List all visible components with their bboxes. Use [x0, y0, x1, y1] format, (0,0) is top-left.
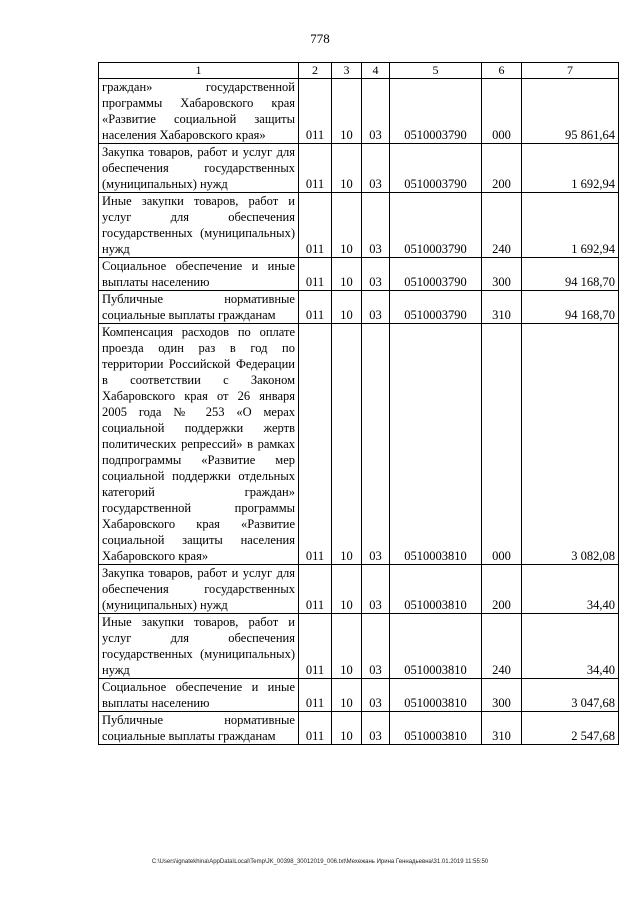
expense-name-cell: Закупка товаров, работ и услуг для обеспечения государственных (муниципальных) нужд — [99, 565, 299, 614]
ministry-code-cell: 011 — [299, 679, 332, 712]
section-code-cell: 10 — [332, 144, 362, 193]
amount-cell: 2 547,68 — [522, 712, 619, 745]
target-article-cell: 0510003790 — [390, 144, 482, 193]
ministry-code-cell: 011 — [299, 144, 332, 193]
amount-cell: 95 861,64 — [522, 79, 619, 144]
ministry-code-cell: 011 — [299, 79, 332, 144]
amount-cell: 34,40 — [522, 614, 619, 679]
expense-type-cell: 310 — [482, 712, 522, 745]
target-article-cell: 0510003810 — [390, 679, 482, 712]
amount-cell: 94 168,70 — [522, 291, 619, 324]
budget-table — [98, 62, 619, 745]
subsection-code-cell: 03 — [362, 291, 390, 324]
section-code-cell: 10 — [332, 291, 362, 324]
amount-cell: 1 692,94 — [522, 144, 619, 193]
column-header: 5 — [390, 63, 482, 79]
column-header: 6 — [482, 63, 522, 79]
column-header: 2 — [299, 63, 332, 79]
table-row — [99, 324, 619, 565]
section-code-cell: 10 — [332, 614, 362, 679]
target-article-cell: 0510003790 — [390, 291, 482, 324]
table-header-row — [99, 63, 619, 79]
expense-type-cell: 200 — [482, 144, 522, 193]
table-row — [99, 144, 619, 193]
expense-name-cell: Компенсация расходов по оплате проезда один раз в год по территории Российской Федерации в соответствии с Законом Хабаровского края от 26 января 2005 года № 253 «О мерах социальной поддержки жертв политических репрессий» в рамках подпрограммы «Развитие мер социальной поддержки отдельных категорий граждан» государственной программы Хабаровского края «Развитие социальной защиты населения Хабаровского края» — [99, 324, 299, 565]
subsection-code-cell: 03 — [362, 144, 390, 193]
ministry-code-cell: 011 — [299, 193, 332, 258]
section-code-cell: 10 — [332, 679, 362, 712]
expense-type-cell: 240 — [482, 614, 522, 679]
expense-name-cell: Социальное обеспечение и иные выплаты населению — [99, 679, 299, 712]
table-row — [99, 79, 619, 144]
expense-type-cell: 300 — [482, 258, 522, 291]
expense-name-cell: Публичные нормативные социальные выплаты гражданам — [99, 291, 299, 324]
subsection-code-cell: 03 — [362, 614, 390, 679]
subsection-code-cell: 03 — [362, 679, 390, 712]
file-path-footer: C:\Users\ignatekhina\AppData\Local\Temp\JK_00398_30012019_006.txt\Мехежань Ирина Геннадьевна\31.01.2019 11:55:50 — [151, 859, 489, 865]
column-header: 4 — [362, 63, 390, 79]
expense-name-cell: Социальное обеспечение и иные выплаты населению — [99, 258, 299, 291]
ministry-code-cell: 011 — [299, 258, 332, 291]
expense-name-cell: Иные закупки товаров, работ и услуг для обеспечения государственных (муниципальных) нужд — [99, 193, 299, 258]
expense-type-cell: 240 — [482, 193, 522, 258]
page-number: 778 — [310, 31, 330, 46]
expense-name-cell: Закупка товаров, работ и услуг для обеспечения государственных (муниципальных) нужд — [99, 144, 299, 193]
table-row — [99, 193, 619, 258]
target-article-cell: 0510003810 — [390, 712, 482, 745]
ministry-code-cell: 011 — [299, 324, 332, 565]
table-row — [99, 291, 619, 324]
section-code-cell: 10 — [332, 324, 362, 565]
expense-name-cell: Иные закупки товаров, работ и услуг для обеспечения государственных (муниципальных) нужд — [99, 614, 299, 679]
table-row — [99, 614, 619, 679]
section-code-cell: 10 — [332, 712, 362, 745]
subsection-code-cell: 03 — [362, 258, 390, 291]
ministry-code-cell: 011 — [299, 614, 332, 679]
ministry-code-cell: 011 — [299, 565, 332, 614]
table-row — [99, 565, 619, 614]
table-row — [99, 679, 619, 712]
column-header: 1 — [99, 63, 299, 79]
amount-cell: 34,40 — [522, 565, 619, 614]
amount-cell: 1 692,94 — [522, 193, 619, 258]
table-row — [99, 712, 619, 745]
section-code-cell: 10 — [332, 79, 362, 144]
column-header: 7 — [522, 63, 619, 79]
ministry-code-cell: 011 — [299, 291, 332, 324]
ministry-code-cell: 011 — [299, 712, 332, 745]
subsection-code-cell: 03 — [362, 712, 390, 745]
subsection-code-cell: 03 — [362, 79, 390, 144]
subsection-code-cell: 03 — [362, 565, 390, 614]
target-article-cell: 0510003810 — [390, 614, 482, 679]
target-article-cell: 0510003810 — [390, 565, 482, 614]
section-code-cell: 10 — [332, 258, 362, 291]
target-article-cell: 0510003810 — [390, 324, 482, 565]
section-code-cell: 10 — [332, 193, 362, 258]
section-code-cell: 10 — [332, 565, 362, 614]
amount-cell: 3 047,68 — [522, 679, 619, 712]
expense-name-cell: граждан» государственной программы Хабаровского края «Развитие социальной защиты населения Хабаровского края» — [99, 79, 299, 144]
expense-type-cell: 310 — [482, 291, 522, 324]
target-article-cell: 0510003790 — [390, 193, 482, 258]
expense-type-cell: 000 — [482, 324, 522, 565]
target-article-cell: 0510003790 — [390, 258, 482, 291]
column-header: 3 — [332, 63, 362, 79]
target-article-cell: 0510003790 — [390, 79, 482, 144]
subsection-code-cell: 03 — [362, 193, 390, 258]
expense-type-cell: 300 — [482, 679, 522, 712]
table-row — [99, 258, 619, 291]
expense-type-cell: 200 — [482, 565, 522, 614]
expense-name-cell: Публичные нормативные социальные выплаты гражданам — [99, 712, 299, 745]
amount-cell: 94 168,70 — [522, 258, 619, 291]
subsection-code-cell: 03 — [362, 324, 390, 565]
expense-type-cell: 000 — [482, 79, 522, 144]
amount-cell: 3 082,08 — [522, 324, 619, 565]
